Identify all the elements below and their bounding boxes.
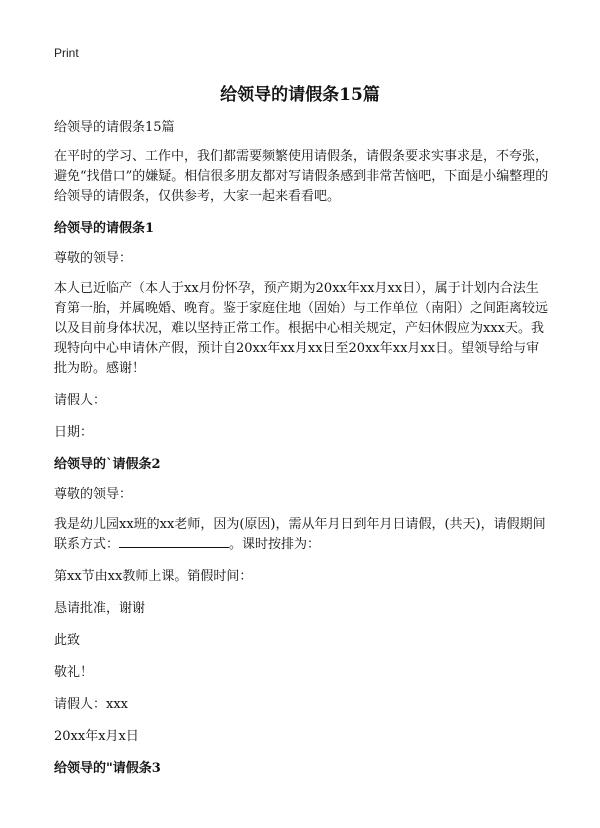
document-body <box>54 118 551 789</box>
document-subtitle: 给领导的请假条15篇 <box>54 120 175 135</box>
section-2-body-tail: 。课时按排为： <box>229 537 321 552</box>
section-2-heading: 给领导的`请假条2 <box>54 457 161 472</box>
document-title: 给领导的请假条15篇 <box>220 85 380 105</box>
section-1-greeting: 尊敬的领导： <box>54 251 133 266</box>
print-link[interactable]: Print <box>54 46 79 60</box>
section-1-body: 本人已近临产（本人于xx月份怀孕，预产期为20xx年xx月xx日），属于计划内合法生育第一胎，并属晚婚、晚育。鉴于家庭住地（固始）与工作单位（南阳）之间距离较远以及目前身体状况，难以坚持正常工作。根据中心相关规定，产妇休假应为xxx天。我现特向中心申请休产假，预计自20xx年xx月xx日至20xx年xx月xx日。望领导给与审批为盼。感谢！ <box>54 281 549 376</box>
section-1-date: 日期： <box>54 425 94 440</box>
section-2-body <box>54 515 551 555</box>
section-2-greeting: 尊敬的领导： <box>54 487 133 502</box>
section-2-closing-1: 此致 <box>54 633 81 648</box>
section-2-date: 20xx年x月x日 <box>54 729 139 744</box>
intro-paragraph: 在平时的学习、工作中，我们都需要频繁使用请假条，请假条要求实事求是，不夸张，避免“找借口”的嫌疑。相信很多朋友都对写请假条感到非常苦恼吧，下面是小编整理的给领导的请假条，仅供参考，大家一起来看看吧。 <box>54 149 549 204</box>
section-2-closing-2: 敬礼！ <box>54 665 94 680</box>
section-1-applicant: 请假人： <box>54 393 107 408</box>
contact-blank-line <box>119 535 229 548</box>
section-3-heading: 给领导的"请假条3 <box>54 761 161 776</box>
section-2-substitute: 第xx节由xx教师上课。销假时间： <box>54 569 253 584</box>
section-2-applicant: 请假人：xxx <box>54 697 128 712</box>
section-2-body-text: 我是幼儿园xx班的xx老师，因为(原因)，需从年月日到年月日请假，(共天)，请假期间联系方式： <box>54 517 546 552</box>
section-1-heading: 给领导的请假条1 <box>54 221 155 236</box>
section-2-request: 恳请批准，谢谢 <box>54 601 146 616</box>
